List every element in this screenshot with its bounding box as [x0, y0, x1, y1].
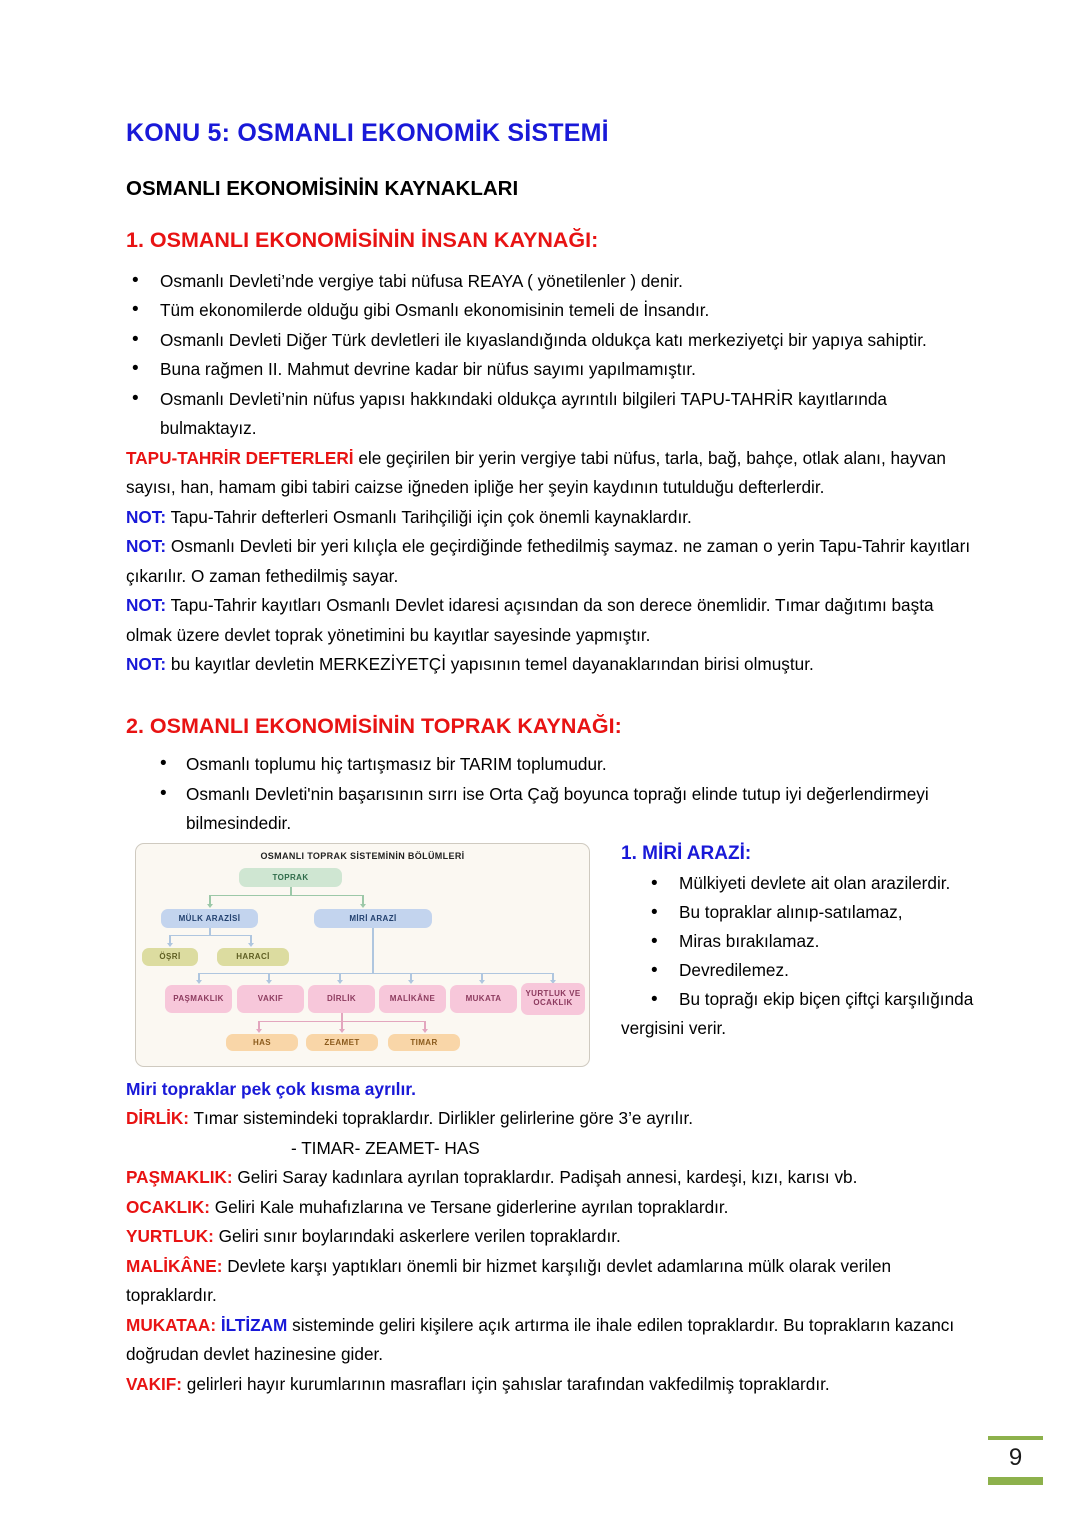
arrow-to-miri: [360, 904, 366, 908]
arrow-to-timar: [422, 1029, 428, 1033]
list-item: • Osmanlı Devleti’nde vergiye tabi nüfusa REAYA ( yönetilenler ) denir.: [126, 267, 980, 297]
arrow-to-vakif: [266, 980, 272, 984]
note-text: bu kayıtlar devletin MERKEZİYETÇİ yapısının temel dayanaklarından birisi olmuştur.: [166, 654, 814, 675]
note-text: Osmanlı Devleti bir yeri kılıçla ele geçirdiğinde fethedilmiş saymaz. ne zaman o yerin Tapu-Tahrir kayıtları çıkarılır. O zaman fethedilmiş sayar.: [126, 536, 971, 586]
arrow-to-osri: [167, 943, 173, 947]
connector-mulk-bus: [169, 935, 251, 937]
diagram-node-has: HAS: [226, 1034, 298, 1051]
definition-mukataa: [126, 1311, 980, 1370]
diagram-node-dirlik: DİRLİK: [308, 985, 375, 1013]
definition-text: Geliri Kale muhafızlarına ve Tersane giderlerine ayrılan topraklardır.: [210, 1196, 729, 1217]
diagram-title: OSMANLI TOPRAK SİSTEMİNİN BÖLÜMLERİ: [260, 850, 465, 861]
list-item: • Buna rağmen II. Mahmut devrine kadar bir nüfus sayımı yapılmamıştır.: [126, 355, 980, 385]
bullet-marker: [621, 956, 679, 985]
list-item: • Osmanlı toplumu hiç tartışmasız bir TARIM toplumudur.: [160, 750, 980, 780]
definition-label: PAŞMAKLIK:: [126, 1167, 233, 1188]
diagram-node-mukata: MUKATA: [450, 985, 517, 1013]
note-label: NOT:: [126, 654, 167, 675]
definition-text: Tımar sistemindeki topraklardır. Dirlikler gelirlerine göre 3’e ayrılır.: [189, 1108, 694, 1129]
note-label: NOT:: [126, 595, 167, 616]
arrow-to-mukata: [479, 980, 485, 984]
list-item: [621, 869, 1001, 898]
arrow-to-has: [256, 1029, 262, 1033]
arrow-to-dirlik: [337, 980, 343, 984]
definition-label: YURTLUK:: [126, 1226, 214, 1247]
definition-text: Geliri Saray kadınlara ayrılan topraklardır. Padişah annesi, kardeşi, kızı, karısı vb.: [232, 1167, 858, 1188]
section-1-heading: 1. OSMANLI EKONOMİSİNİN İNSAN KAYNAĞI:: [126, 228, 599, 253]
list-item-text: Bu topraklar alınıp-satılamaz,: [679, 901, 903, 922]
bullet-marker: [621, 869, 679, 898]
connector-to-haraci: [250, 935, 252, 943]
section-2-bullet-list: [126, 750, 980, 839]
note-paragraph-1: [126, 503, 980, 533]
diagram-node-timar: TIMAR: [388, 1034, 460, 1051]
connector-to-zeamet: [341, 1021, 343, 1029]
diagram-node-osri: ÖŞRİ: [142, 948, 198, 966]
toprak-sistemi-diagram: [135, 843, 590, 1067]
page-title: KONU 5: OSMANLI EKONOMİK SİSTEMİ: [126, 119, 609, 147]
list-item-text: Mülkiyeti devlete ait olan arazilerdir.: [679, 872, 951, 893]
definition-text: Devlete karşı yaptıkları önemli bir hizmet karşılığı devlet adamlarına mülk olarak verilen topraklardır.: [126, 1255, 892, 1306]
definition-vakif: [126, 1370, 980, 1400]
note-label: NOT:: [126, 506, 167, 527]
arrow-to-pasmaklik: [196, 980, 202, 984]
connector-to-has: [258, 1021, 260, 1029]
tapu-tahrir-label: TAPU-TAHRİR DEFTERLERİ: [126, 447, 354, 468]
definition-label: MALİKÂNE:: [126, 1255, 223, 1276]
note-text: Tapu-Tahrir defterleri Osmanlı Tarihçiliği için çok önemli kaynaklardır.: [166, 506, 692, 527]
list-item-text: Devredilemez.: [679, 959, 789, 980]
definition-label: VAKIF:: [126, 1373, 183, 1394]
diagram-node-yurtluk-ocaklik: YURTLUK VE OCAKLIK: [521, 983, 585, 1015]
arrow-to-haraci: [248, 943, 254, 947]
connector-miri-stem: [372, 928, 374, 974]
diagram-node-pasmaklik: PAŞMAKLIK: [165, 985, 232, 1013]
arrow-to-zeamet: [339, 1029, 345, 1033]
note-paragraph-4: [126, 650, 980, 680]
page-number: 9: [1008, 1444, 1023, 1471]
section-1-bullet-list: [126, 267, 980, 444]
list-item: • Tüm ekonomilerde olduğu gibi Osmanlı ekonomisinin temeli de İnsandır.: [126, 296, 980, 326]
connector-to-miri: [362, 895, 364, 904]
tapu-tahrir-text: ele geçirilen bir yerin vergiye tabi nüfus, tarla, bağ, bahçe, otlak alanı, hayvan sayısı, han, hamam gibi tabiri caizse iğneden ipliğe her şeyin kaydının tutulduğu defterlerdir.: [126, 447, 946, 498]
dirlik-subtypes: - TIMAR- ZEAMET- HAS: [291, 1137, 480, 1158]
iltizam-highlight: İLTİZAM: [220, 1314, 288, 1335]
definition-label: MUKATAA:: [126, 1314, 217, 1335]
note-paragraph-2: [126, 532, 980, 591]
definition-ocaklik: [126, 1193, 980, 1223]
footer-bar-bottom: [988, 1477, 1043, 1485]
connector-to-mukata: [481, 973, 483, 980]
footer-bar-top: [988, 1436, 1043, 1440]
diagram-and-miri-row: [126, 843, 980, 1075]
diagram-node-haraci: HARACİ: [217, 948, 289, 966]
diagram-node-mulk-arazisi: MÜLK ARAZİSİ: [161, 909, 258, 928]
list-item-text: Bu toprağı ekip biçen çiftçi karşılığında vergisini verir.: [621, 988, 974, 1038]
bullet-marker: [621, 927, 679, 956]
arrow-to-malikane: [408, 980, 414, 984]
connector-root-bus: [209, 895, 363, 897]
connector-to-osri: [169, 935, 171, 943]
definition-malikane: [126, 1252, 980, 1311]
list-item: [621, 898, 1001, 927]
connector-to-yurtluk: [552, 973, 554, 980]
definition-label: OCAKLIK:: [126, 1196, 211, 1217]
diagram-node-miri-arazi: MİRİ ARAZİ: [314, 909, 432, 928]
definitions-intro: Miri topraklar pek çok kısma ayrılır.: [126, 1078, 416, 1099]
definition-text: gelirleri hayır kurumlarının masrafları için şahıslar tarafından vakfedilmiş topraklardır.: [182, 1373, 830, 1394]
definition-dirlik: [126, 1104, 980, 1134]
list-item: • Osmanlı Devleti’nin nüfus yapısı hakkındaki oldukça ayrıntılı bilgileri TAPU-TAHRİR kayıtlarında bulmaktayız.: [126, 385, 980, 444]
list-item: • Osmanlı Devleti Diğer Türk devletleri ile kıyaslandığında oldukça katı merkeziyetçi bir yapıya sahiptir.: [126, 326, 980, 356]
document-subtitle: OSMANLI EKONOMİSİNİN KAYNAKLARI: [126, 176, 519, 200]
connector-to-vakif: [268, 973, 270, 980]
note-paragraph-3: [126, 591, 980, 650]
diagram-node-vakif: VAKIF: [237, 985, 304, 1013]
page-footer: [0, 1430, 1080, 1520]
connector-to-pasmaklik: [198, 973, 200, 980]
section-2-heading: 2. OSMANLI EKONOMİSİNİN TOPRAK KAYNAĞI:: [126, 713, 622, 738]
miri-arazi-bullet-list: [621, 869, 1001, 1043]
diagram-node-malikane: MALİKÂNE: [379, 985, 446, 1013]
miri-arazi-column: [621, 843, 1001, 1043]
connector-to-timar: [424, 1021, 426, 1029]
definition-yurtluk: [126, 1222, 980, 1252]
connector-to-dirlik: [339, 973, 341, 980]
connector-miri-bus: [198, 973, 553, 975]
list-item-text: Miras bırakılamaz.: [679, 930, 820, 951]
connector-to-mulk: [209, 895, 211, 904]
bullet-marker: [621, 898, 679, 927]
definition-label: DİRLİK:: [126, 1108, 190, 1129]
definition-pasmaklik: [126, 1163, 980, 1193]
list-item: [621, 956, 1001, 985]
miri-arazi-heading: 1. MİRİ ARAZİ:: [621, 842, 752, 864]
bullet-marker: [621, 985, 679, 1014]
tapu-tahrir-paragraph: [126, 444, 980, 503]
list-item: [621, 927, 1001, 956]
list-item: [621, 985, 1001, 1043]
diagram-node-toprak: TOPRAK: [239, 868, 342, 887]
connector-to-malikane: [410, 973, 412, 980]
diagram-node-zeamet: ZEAMET: [306, 1034, 378, 1051]
definition-text: Geliri sınır boylarındaki askerlere verilen topraklardır.: [213, 1226, 621, 1247]
arrow-to-mulk: [207, 904, 213, 908]
spacer: [126, 680, 980, 714]
note-label: NOT:: [126, 536, 167, 557]
definition-text: sisteminde geliri kişilere açık artırma ile ihale edilen topraklardır. Bu toprakların kazancı doğrudan devlet hazinesine gider.: [126, 1314, 955, 1365]
note-text: Tapu-Tahrir kayıtları Osmanlı Devlet idaresi açısından da son derece önemlidir. Tımar dağıtımı başta olmak üzere devlet toprak yönetimini bu kayıtlar sayesinde yapmıştır.: [126, 595, 934, 645]
list-item: • Osmanlı Devleti'nin başarısının sırrı ise Orta Çağ boyunca toprağı elinde tutup iyi değerlendirmeyi bilmesindedir.: [160, 780, 980, 839]
